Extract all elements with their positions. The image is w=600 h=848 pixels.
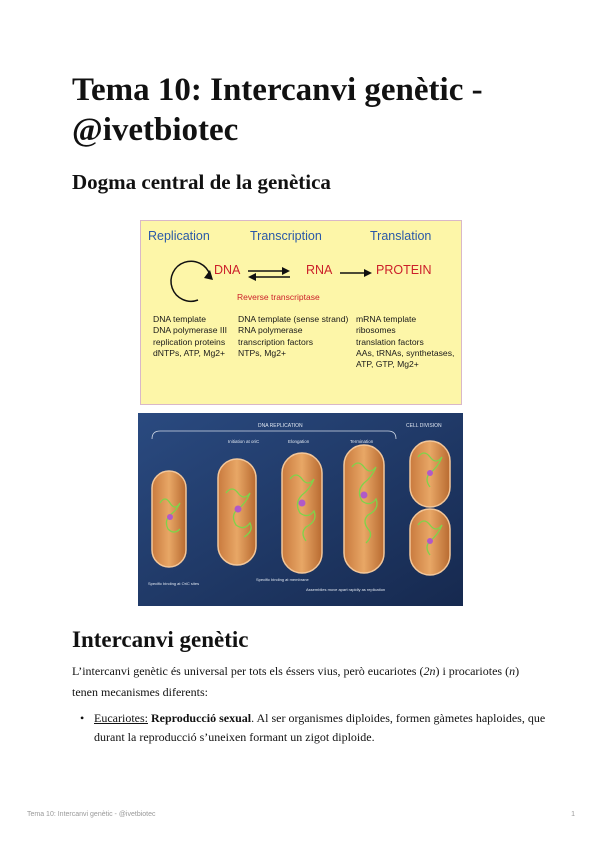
molecule-rna: RNA: [306, 263, 333, 277]
requirement-item: NTPs, Mg2+: [238, 347, 286, 358]
central-dogma-figure: [140, 210, 462, 405]
bullet-dot: •: [80, 711, 85, 725]
transcription-requirements: [238, 314, 348, 359]
translation-requirements: [356, 314, 454, 370]
requirement-item: replication proteins: [153, 336, 226, 347]
label-bottom-left: Specific binding at OriC sites: [148, 581, 200, 586]
heading-transcription: Transcription: [250, 229, 322, 243]
label-elongation: Elongation: [288, 439, 310, 444]
requirement-item: ATP, GTP, Mg2+: [356, 359, 419, 370]
bacterial-replication-figure: [138, 413, 463, 606]
text-span: ) tenen mecanismes diferents:: [72, 664, 520, 699]
footer-title: Tema 10: Intercanvi genètic - @ivetbiotec: [27, 811, 156, 818]
section-heading-intercanvi: Intercanvi genètic: [72, 627, 249, 652]
bullet-text: . Al ser organismes diploides, formen gàmetes haploides, que durant la reproducció s’uneixen formant un zigot diploide.: [94, 711, 546, 744]
intro-paragraph: [72, 661, 542, 703]
text-n: n: [509, 664, 516, 678]
list-item-eucariotes: [80, 709, 554, 747]
label-initiation: Initiation at oriC: [228, 439, 260, 444]
label-bottom-right: Assemblies move apart rapidly as replication: [306, 587, 386, 592]
heading-replication: Replication: [148, 229, 210, 243]
text-2n: 2n: [423, 664, 436, 678]
bullet-bold-text: Reproducció sexual: [150, 711, 252, 725]
text-span: ) i procariotes (: [435, 664, 510, 678]
requirement-item: AAs, tRNAs, synthetases,: [356, 347, 455, 358]
page-number: 1: [571, 811, 575, 818]
label-cell-division: CELL DIVISION: [406, 423, 442, 429]
requirement-item: RNA polymerase: [238, 325, 303, 336]
requirement-item: mRNA template: [356, 314, 417, 324]
text-span: L’intercanvi genètic és universal per tots els éssers vius, però eucariotes (: [72, 664, 424, 678]
requirement-item: DNA template: [153, 314, 207, 324]
cell-4: [344, 445, 384, 573]
replication-requirements: [153, 314, 227, 359]
dogma-arrows: [140, 210, 462, 405]
bullet-term: Eucariotes:: [94, 711, 148, 725]
requirement-item: DNA template (sense strand): [238, 314, 349, 324]
page-footer: [27, 811, 575, 818]
section-heading-dogma: Dogma central de la genètica: [72, 170, 331, 194]
molecule-protein: PROTEIN: [376, 263, 432, 277]
requirement-item: translation factors: [356, 336, 424, 347]
reverse-transcriptase-label: Reverse transcriptase: [237, 292, 320, 302]
requirement-item: ribosomes: [356, 325, 396, 336]
replication-loop-arrow: [171, 261, 210, 301]
requirement-item: transcription factors: [238, 336, 313, 347]
page-title: Tema 10: Intercanvi genètic - @ivetbiotec: [72, 72, 483, 148]
requirement-item: DNA polymerase III: [153, 325, 228, 336]
label-dna-replication: DNA REPLICATION: [258, 423, 303, 429]
label-bottom-mid: Specific binding at membrane: [256, 577, 309, 582]
molecule-dna: DNA: [214, 263, 241, 277]
label-termination: Termination: [350, 439, 374, 444]
requirement-item: dNTPs, ATP, Mg2+: [153, 347, 226, 358]
heading-translation: Translation: [370, 229, 432, 243]
cell-3: [282, 453, 322, 573]
